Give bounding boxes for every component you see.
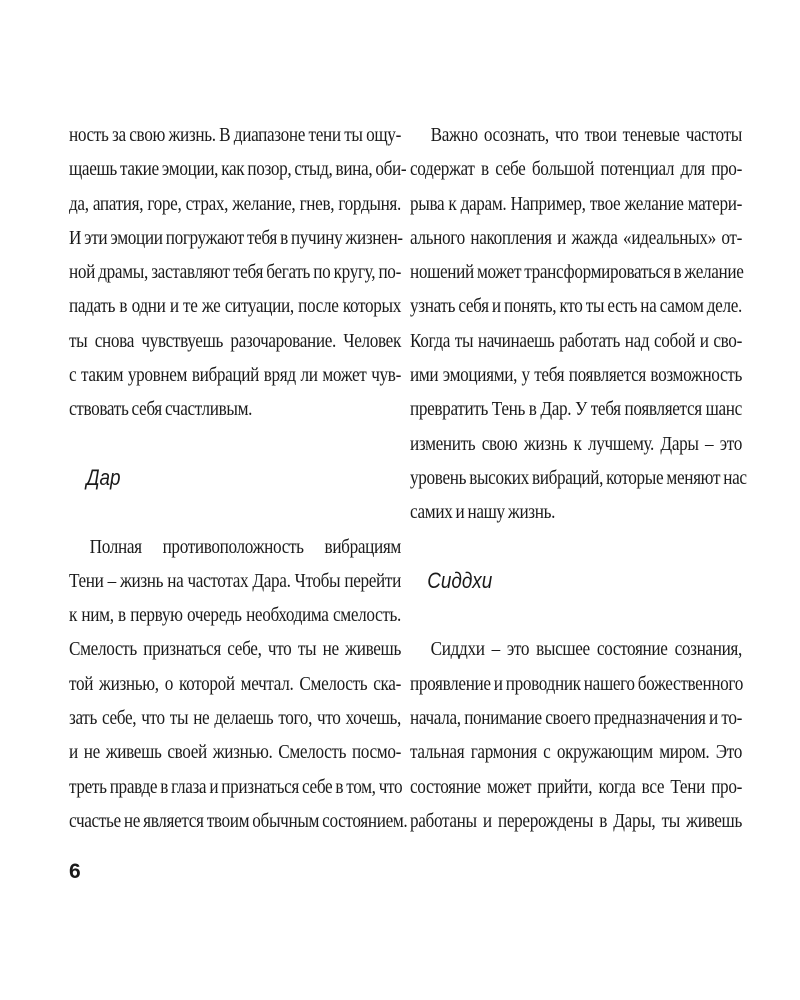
text-line: узнать себя и понять, кто ты есть на самом деле. xyxy=(410,295,742,318)
text-line: рыва к дарам. Например, твое желание матери- xyxy=(410,192,742,215)
left-paragraph-1 xyxy=(69,118,407,427)
text-line: да, апатия, горе, страх, желание, гнев, гордыня. xyxy=(69,192,401,215)
text-line: Полная противоположность вибрациям xyxy=(89,535,401,558)
text-line: ального накопления и жажда «идеальных» от- xyxy=(410,226,742,249)
spacer xyxy=(69,495,401,529)
text-line: ствовать себя счастливым. xyxy=(69,398,253,421)
text-line: работаны и перерождены в Дары, ты живешь xyxy=(410,809,742,832)
text-line: ность за свою жизнь. В диапазоне тени ты ощу- xyxy=(69,124,401,146)
text-line: ты снова чувствуешь разочарование. Человек xyxy=(69,329,401,352)
text-line: Сиддхи – это высшее состояние сознания, xyxy=(430,638,742,661)
text-line: счастье не является твоим обычным состоянием. xyxy=(69,809,408,832)
text-line: изменить свою жизнь к лучшему. Дары – это xyxy=(410,432,742,455)
page-number: 6 xyxy=(69,860,81,883)
text-line: и не живешь своей жизнью. Смелость посмо- xyxy=(69,741,401,764)
left-paragraph-2 xyxy=(69,530,408,839)
text-line: самих и нашу жизнь. xyxy=(410,501,556,524)
text-line: уровень высоких вибраций, которые меняют нас xyxy=(410,466,747,489)
text-line: превратить Тень в Дар. У тебя появляется шанс xyxy=(410,398,742,421)
text-line: зать себе, что ты не делаешь того, что хочешь, xyxy=(69,707,401,730)
text-line: ношений может трансформироваться в желание xyxy=(410,261,744,284)
section-heading-dar: Дар xyxy=(86,464,121,490)
text-line: проявление и проводник нашего божественного xyxy=(410,672,743,695)
text-line: И эти эмоции погружают тебя в пучину жизнен- xyxy=(69,226,403,249)
text-line: той жизнью, о которой мечтал. Смелость ска- xyxy=(69,672,401,695)
section-heading-siddhi: Сиддхи xyxy=(427,567,493,593)
text-line: начала, понимание своего предназначения и то- xyxy=(410,707,742,730)
right-column xyxy=(410,118,747,838)
text-line: к ним, в первую очередь необходима смелость. xyxy=(69,604,401,627)
right-paragraph-1 xyxy=(410,118,747,530)
text-line: Когда ты начинаешь работать над собой и сво- xyxy=(410,329,742,352)
left-column xyxy=(69,118,408,838)
spacer xyxy=(410,598,742,632)
text-line: треть правде в глаза и признаться себе в том, что xyxy=(69,775,403,798)
text-line: падать в одни и те же ситуации, после которых xyxy=(69,295,401,318)
text-line: ими эмоциями, у тебя появляется возможность xyxy=(410,364,742,387)
text-line: ной драмы, заставляют тебя бегать по кругу, по- xyxy=(69,261,401,284)
text-line: щаешь такие эмоции, как позор, стыд, вина, оби- xyxy=(69,158,407,181)
text-line: с таким уровнем вибраций вряд ли может чув- xyxy=(69,364,401,387)
text-line: Важно осознать, что твои теневые частоты xyxy=(430,124,742,146)
text-line: содержат в себе большой потенциал для про- xyxy=(410,158,742,181)
text-line: тальная гармония с окружающим миром. Это xyxy=(410,741,742,764)
spacer xyxy=(69,427,401,461)
text-line: Тени – жизнь на частотах Дара. Чтобы перейти xyxy=(69,569,401,592)
text-line: Смелость признаться себе, что ты не живешь xyxy=(69,638,401,661)
right-paragraph-2 xyxy=(410,632,742,838)
spacer xyxy=(410,530,742,564)
text-line: состояние может прийти, когда все Тени про- xyxy=(410,775,742,798)
